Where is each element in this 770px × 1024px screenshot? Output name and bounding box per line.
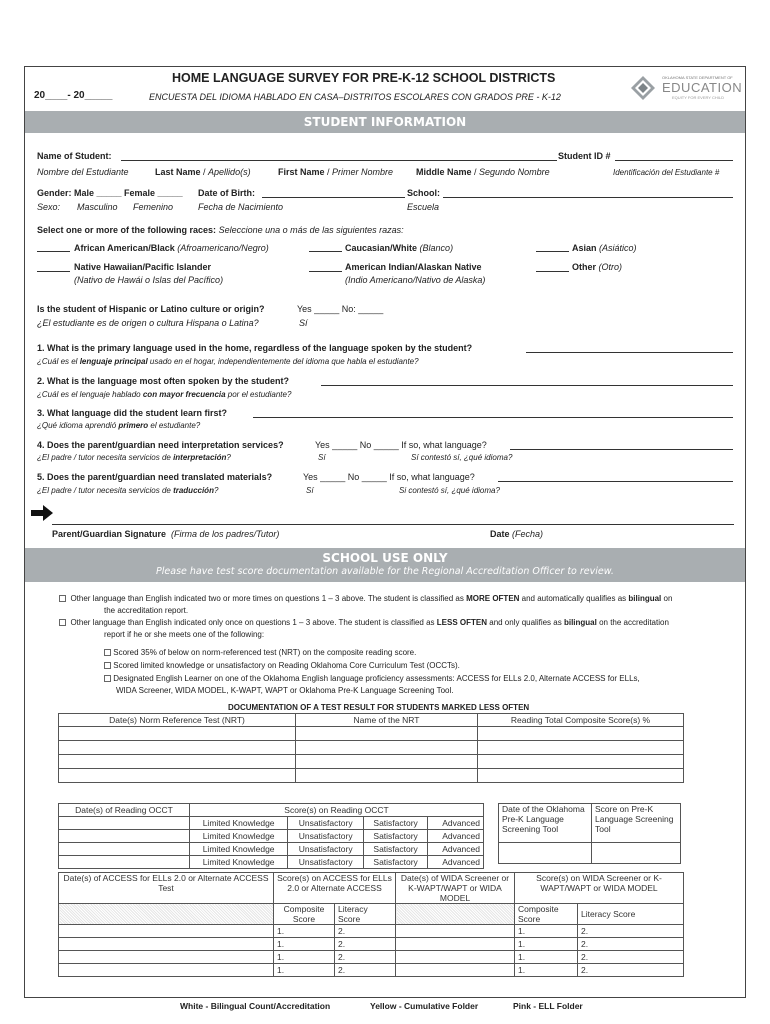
question-5: 5. Does the parent/guardian need translated materials? — [37, 472, 273, 482]
score-2[interactable]: 2. — [578, 925, 684, 938]
wida-composite-header: Composite Score — [515, 904, 578, 925]
hispanic-yes-no-field[interactable]: Yes _____ No: _____ — [297, 304, 384, 314]
race-caucasian: Caucasian/White (Blanco) — [345, 243, 454, 253]
logo-main-text: EDUCATION — [662, 80, 743, 95]
table-cell[interactable] — [59, 856, 190, 869]
table-cell[interactable] — [59, 769, 296, 783]
wida-date-header: Date(s) of WIDA Screener or K-WAPT/WAPT or WIDA MODEL — [396, 873, 515, 904]
occt-level: Satisfactory — [364, 830, 428, 843]
table-cell[interactable] — [478, 727, 684, 741]
score-1[interactable]: 1. — [274, 964, 335, 977]
access-composite-header: Composite Score — [274, 904, 335, 925]
race-american-indian: American Indian/Alaskan Native — [345, 262, 482, 272]
occt-level: Advanced — [428, 817, 484, 830]
footer-white: White - Bilingual Count/Accreditation — [180, 1001, 331, 1011]
occt-level: Limited Knowledge — [190, 830, 288, 843]
race-native-hawaiian: Native Hawaiian/Pacific Islander — [74, 262, 212, 272]
occt-level: Advanced — [428, 843, 484, 856]
student-id-field[interactable] — [615, 160, 733, 161]
question-5-es: ¿El padre / tutor necesita servicios de traducción? — [37, 486, 219, 495]
question-5-yes-no[interactable]: Yes _____ No _____ If so, what language? — [303, 472, 475, 482]
race-other: Other (Otro) — [572, 262, 623, 272]
score-2[interactable]: 2. — [335, 925, 396, 938]
table-cell[interactable] — [59, 727, 296, 741]
ok-state-logo-icon — [630, 75, 656, 101]
race-as-field[interactable] — [536, 251, 569, 252]
name-field[interactable] — [121, 160, 557, 161]
access-score-header: Score(s) on ACCESS for ELLs 2.0 or Alternate ACCESS — [274, 873, 396, 904]
question-3-es: ¿Qué idioma aprendió primero el estudiante? — [37, 421, 201, 430]
school-use-title: SCHOOL USE ONLY — [322, 551, 448, 565]
table-cell[interactable] — [499, 843, 592, 864]
occt-level: Unsatisfactory — [288, 830, 364, 843]
criterion-nrt[interactable]: Scored 35% of below on norm-referenced test (NRT) on the composite reading score. — [104, 648, 416, 657]
occt-level: Limited Knowledge — [190, 856, 288, 869]
question-3-field[interactable] — [253, 417, 733, 418]
occt-level: Limited Knowledge — [190, 817, 288, 830]
table-cell[interactable] — [59, 755, 296, 769]
race-ai-field[interactable] — [309, 271, 342, 272]
score-2[interactable]: 2. — [578, 964, 684, 977]
table-cell[interactable] — [59, 951, 274, 964]
nrt-table — [58, 713, 684, 783]
table-cell[interactable] — [59, 938, 274, 951]
nrt-checkbox[interactable] — [104, 649, 111, 656]
question-1-field[interactable] — [526, 352, 733, 353]
footer-yellow: Yellow - Cumulative Folder — [370, 1001, 479, 1011]
table-cell[interactable] — [59, 830, 190, 843]
school-year-field[interactable]: 20____- 20_____ — [34, 90, 113, 101]
question-4-es: ¿El padre / tutor necesita servicios de interpretación? — [37, 453, 231, 462]
score-1[interactable]: 1. — [515, 964, 578, 977]
race-ot-field[interactable] — [536, 271, 569, 272]
masculino-label: Masculino — [77, 202, 118, 212]
occt-checkbox[interactable] — [104, 662, 111, 669]
student-id-label: Student ID # — [558, 151, 611, 161]
table-cell[interactable] — [478, 741, 684, 755]
race-native-hawaiian-es: (Nativo de Hawái o Islas del Pacífico) — [74, 275, 224, 285]
middle-name-label: Middle Name / Segundo Nombre — [416, 167, 550, 177]
occt-level: Limited Knowledge — [190, 843, 288, 856]
race-aa-field[interactable] — [37, 251, 70, 252]
criterion-occt[interactable]: Scored limited knowledge or unsatisfactory on Reading Oklahoma Core Curriculum Test (OCCTs). — [104, 661, 460, 670]
signature-label: Parent/Guardian Signature (Firma de los padres/Tutor) — [52, 529, 280, 539]
question-5-language-field[interactable] — [498, 481, 733, 482]
question-1-es: ¿Cuál es el lenguaje principal usado en el hogar, independientemente del idioma que habla el estudiante? — [37, 357, 419, 366]
question-4-si: Sí — [318, 453, 326, 462]
hispanic-question-es: ¿El estudiante es de origen o cultura Hispana o Latina? — [37, 318, 259, 328]
table-cell[interactable] — [592, 843, 681, 864]
access-wida-table — [58, 872, 684, 977]
table-cell[interactable] — [396, 964, 515, 977]
el-checkbox[interactable] — [104, 675, 111, 682]
score-2[interactable]: 2. — [578, 951, 684, 964]
score-1[interactable]: 1. — [515, 938, 578, 951]
question-5-si-text: Si contestó sí, ¿qué idioma? — [399, 486, 500, 495]
less-often-line2: report if he or she meets one of the following: — [104, 630, 265, 639]
occt-level: Unsatisfactory — [288, 817, 364, 830]
occt-table — [58, 803, 484, 869]
race-asian: Asian (Asiático) — [572, 243, 637, 253]
criterion-el[interactable]: Designated English Learner on one of the Oklahoma English language proficiency assessments: ACCESS for ELLs 2.0, Alternate ACCESS for ELLs, — [104, 674, 640, 683]
less-often-checkbox[interactable] — [59, 619, 66, 626]
occt-date-header: Date(s) of Reading OCCT — [59, 804, 190, 817]
occt-level: Unsatisfactory — [288, 856, 364, 869]
criterion-el-line2: WIDA Screener, WIDA MODEL, K-WAPT, WAPT or Oklahoma Pre-K Language Screening Tool. — [116, 686, 454, 695]
score-1[interactable]: 1. — [274, 938, 335, 951]
table-cell[interactable] — [396, 938, 515, 951]
form-title: HOME LANGUAGE SURVEY FOR PRE-K-12 SCHOOL DISTRICTS — [172, 71, 556, 85]
score-2[interactable]: 2. — [578, 938, 684, 951]
race-nh-field[interactable] — [37, 271, 70, 272]
table-cell[interactable] — [396, 925, 515, 938]
score-1[interactable]: 1. — [274, 951, 335, 964]
dob-label: Date of Birth: — [198, 188, 255, 198]
school-field[interactable] — [443, 197, 733, 198]
occt-level: Satisfactory — [364, 856, 428, 869]
dob-field[interactable] — [262, 197, 405, 198]
hispanic-question: Is the student of Hispanic or Latino culture or origin? — [37, 304, 265, 314]
more-often-line2: the accreditation report. — [104, 606, 189, 615]
hispanic-si: Sí — [299, 318, 308, 328]
gender-field[interactable]: Gender: Male _____ Female _____ — [37, 188, 183, 198]
student-id-es-label: Identificación del Estudiante # — [613, 168, 720, 177]
race-african-american: African American/Black (Afroamericano/Negro) — [74, 243, 269, 253]
student-information-band: STUDENT INFORMATION — [25, 111, 745, 133]
table-cell[interactable] — [59, 925, 274, 938]
footer-pink: Pink - ELL Folder — [513, 1001, 583, 1011]
question-2-field[interactable] — [321, 385, 733, 386]
name-es-label: Nombre del Estudiante — [37, 167, 129, 177]
table-cell[interactable] — [478, 755, 684, 769]
question-4: 4. Does the parent/guardian need interpretation services? — [37, 440, 284, 450]
nrt-score-header: Reading Total Composite Score(s) % — [478, 714, 684, 727]
occt-score-header: Score(s) on Reading OCCT — [190, 804, 484, 817]
access-date-header: Date(s) of ACCESS for ELLs 2.0 or Alternate ACCESS Test — [59, 873, 274, 904]
race-cw-field[interactable] — [309, 251, 342, 252]
school-use-subtitle: Please have test score documentation available for the Regional Accreditation Officer to review. — [156, 566, 614, 577]
last-name-label: Last Name / Apellido(s) — [155, 167, 251, 177]
documentation-title: DOCUMENTATION OF A TEST RESULT FOR STUDENTS MARKED LESS OFTEN — [228, 703, 530, 712]
more-often-option[interactable]: Other language than English indicated two or more times on questions 1 – 3 above. The student is classified as MORE OFTEN and automatically qualifies as bilingual on — [59, 594, 672, 603]
occt-level: Satisfactory — [364, 843, 428, 856]
question-5-si: Sí — [306, 486, 314, 495]
signature-line[interactable] — [52, 524, 734, 525]
dob-es-label: Fecha de Nacimiento — [198, 202, 284, 212]
question-2-es: ¿Cuál es el lenguaje hablado con mayor frecuencia por el estudiante? — [37, 390, 292, 399]
question-4-yes-no[interactable]: Yes _____ No _____ If so, what language? — [315, 440, 487, 450]
table-cell[interactable] — [59, 964, 274, 977]
prek-table — [498, 803, 681, 864]
more-often-checkbox[interactable] — [59, 595, 66, 602]
school-use-band — [25, 548, 745, 582]
score-1[interactable]: 1. — [274, 925, 335, 938]
question-2: 2. What is the language most often spoken by the student? — [37, 376, 290, 386]
table-cell[interactable] — [478, 769, 684, 783]
table-cell[interactable] — [59, 843, 190, 856]
sexo-label: Sexo: — [37, 202, 61, 212]
occt-level: Advanced — [428, 830, 484, 843]
score-2[interactable]: 2. — [335, 951, 396, 964]
occt-level: Unsatisfactory — [288, 843, 364, 856]
form-subtitle: ENCUESTA DEL IDIOMA HABLADO EN CASA–DISTRITOS ESCOLARES CON GRADOS PRE - K-12 — [149, 92, 561, 102]
prek-date-header: Date of the Oklahoma Pre-K Language Screening Tool — [499, 804, 592, 843]
nrt-date-header: Date(s) Norm Reference Test (NRT) — [59, 714, 296, 727]
shaded-cell — [396, 904, 515, 925]
table-cell[interactable] — [296, 755, 478, 769]
occt-level: Advanced — [428, 856, 484, 869]
table-cell[interactable] — [296, 741, 478, 755]
question-4-si-text: Sí contestó sí, ¿qué idioma? — [411, 453, 513, 462]
less-often-option[interactable]: Other language than English indicated only once on questions 1 – 3 above. The student is classified as LESS OFTEN and only qualifies as bilingual on the accreditation — [59, 618, 669, 627]
escuela-label: Escuela — [407, 202, 440, 212]
score-2[interactable]: 2. — [335, 964, 396, 977]
shaded-cell — [59, 904, 274, 925]
school-label: School: — [407, 188, 440, 198]
arrow-right-icon — [31, 505, 53, 523]
wida-literacy-header: Literacy Score — [578, 904, 684, 925]
occt-level: Satisfactory — [364, 817, 428, 830]
table-cell[interactable] — [59, 741, 296, 755]
logo-top-text: OKLAHOMA STATE DEPARTMENT OF — [662, 75, 733, 80]
table-cell[interactable] — [296, 727, 478, 741]
table-cell[interactable] — [59, 817, 190, 830]
first-name-label: First Name / Primer Nombre — [278, 167, 394, 177]
table-cell[interactable] — [396, 951, 515, 964]
logo-bottom-text: EQUITY FOR EVERY CHILD — [672, 95, 725, 100]
access-literacy-header: Literacy Score — [335, 904, 396, 925]
table-cell[interactable] — [296, 769, 478, 783]
question-3: 3. What language did the student learn first? — [37, 408, 228, 418]
score-1[interactable]: 1. — [515, 951, 578, 964]
score-1[interactable]: 1. — [515, 925, 578, 938]
wida-score-header: Score(s) on WIDA Screener or K-WAPT/WAPT or WIDA MODEL — [515, 873, 684, 904]
femenino-label: Femenino — [133, 202, 174, 212]
races-prompt: Select one or more of the following races: Seleccione una o más de las siguientes razas: — [37, 225, 404, 235]
race-american-indian-es: (Indio Americano/Nativo de Alaska) — [345, 275, 486, 285]
score-2[interactable]: 2. — [335, 938, 396, 951]
name-label: Name of Student: — [37, 151, 112, 161]
prek-score-header: Score on Pre-K Language Screening Tool — [592, 804, 681, 843]
date-label: Date (Fecha) — [490, 529, 544, 539]
nrt-name-header: Name of the NRT — [296, 714, 478, 727]
question-4-language-field[interactable] — [510, 449, 733, 450]
question-1: 1. What is the primary language used in the home, regardless of the language spoken by the student? — [37, 343, 473, 353]
